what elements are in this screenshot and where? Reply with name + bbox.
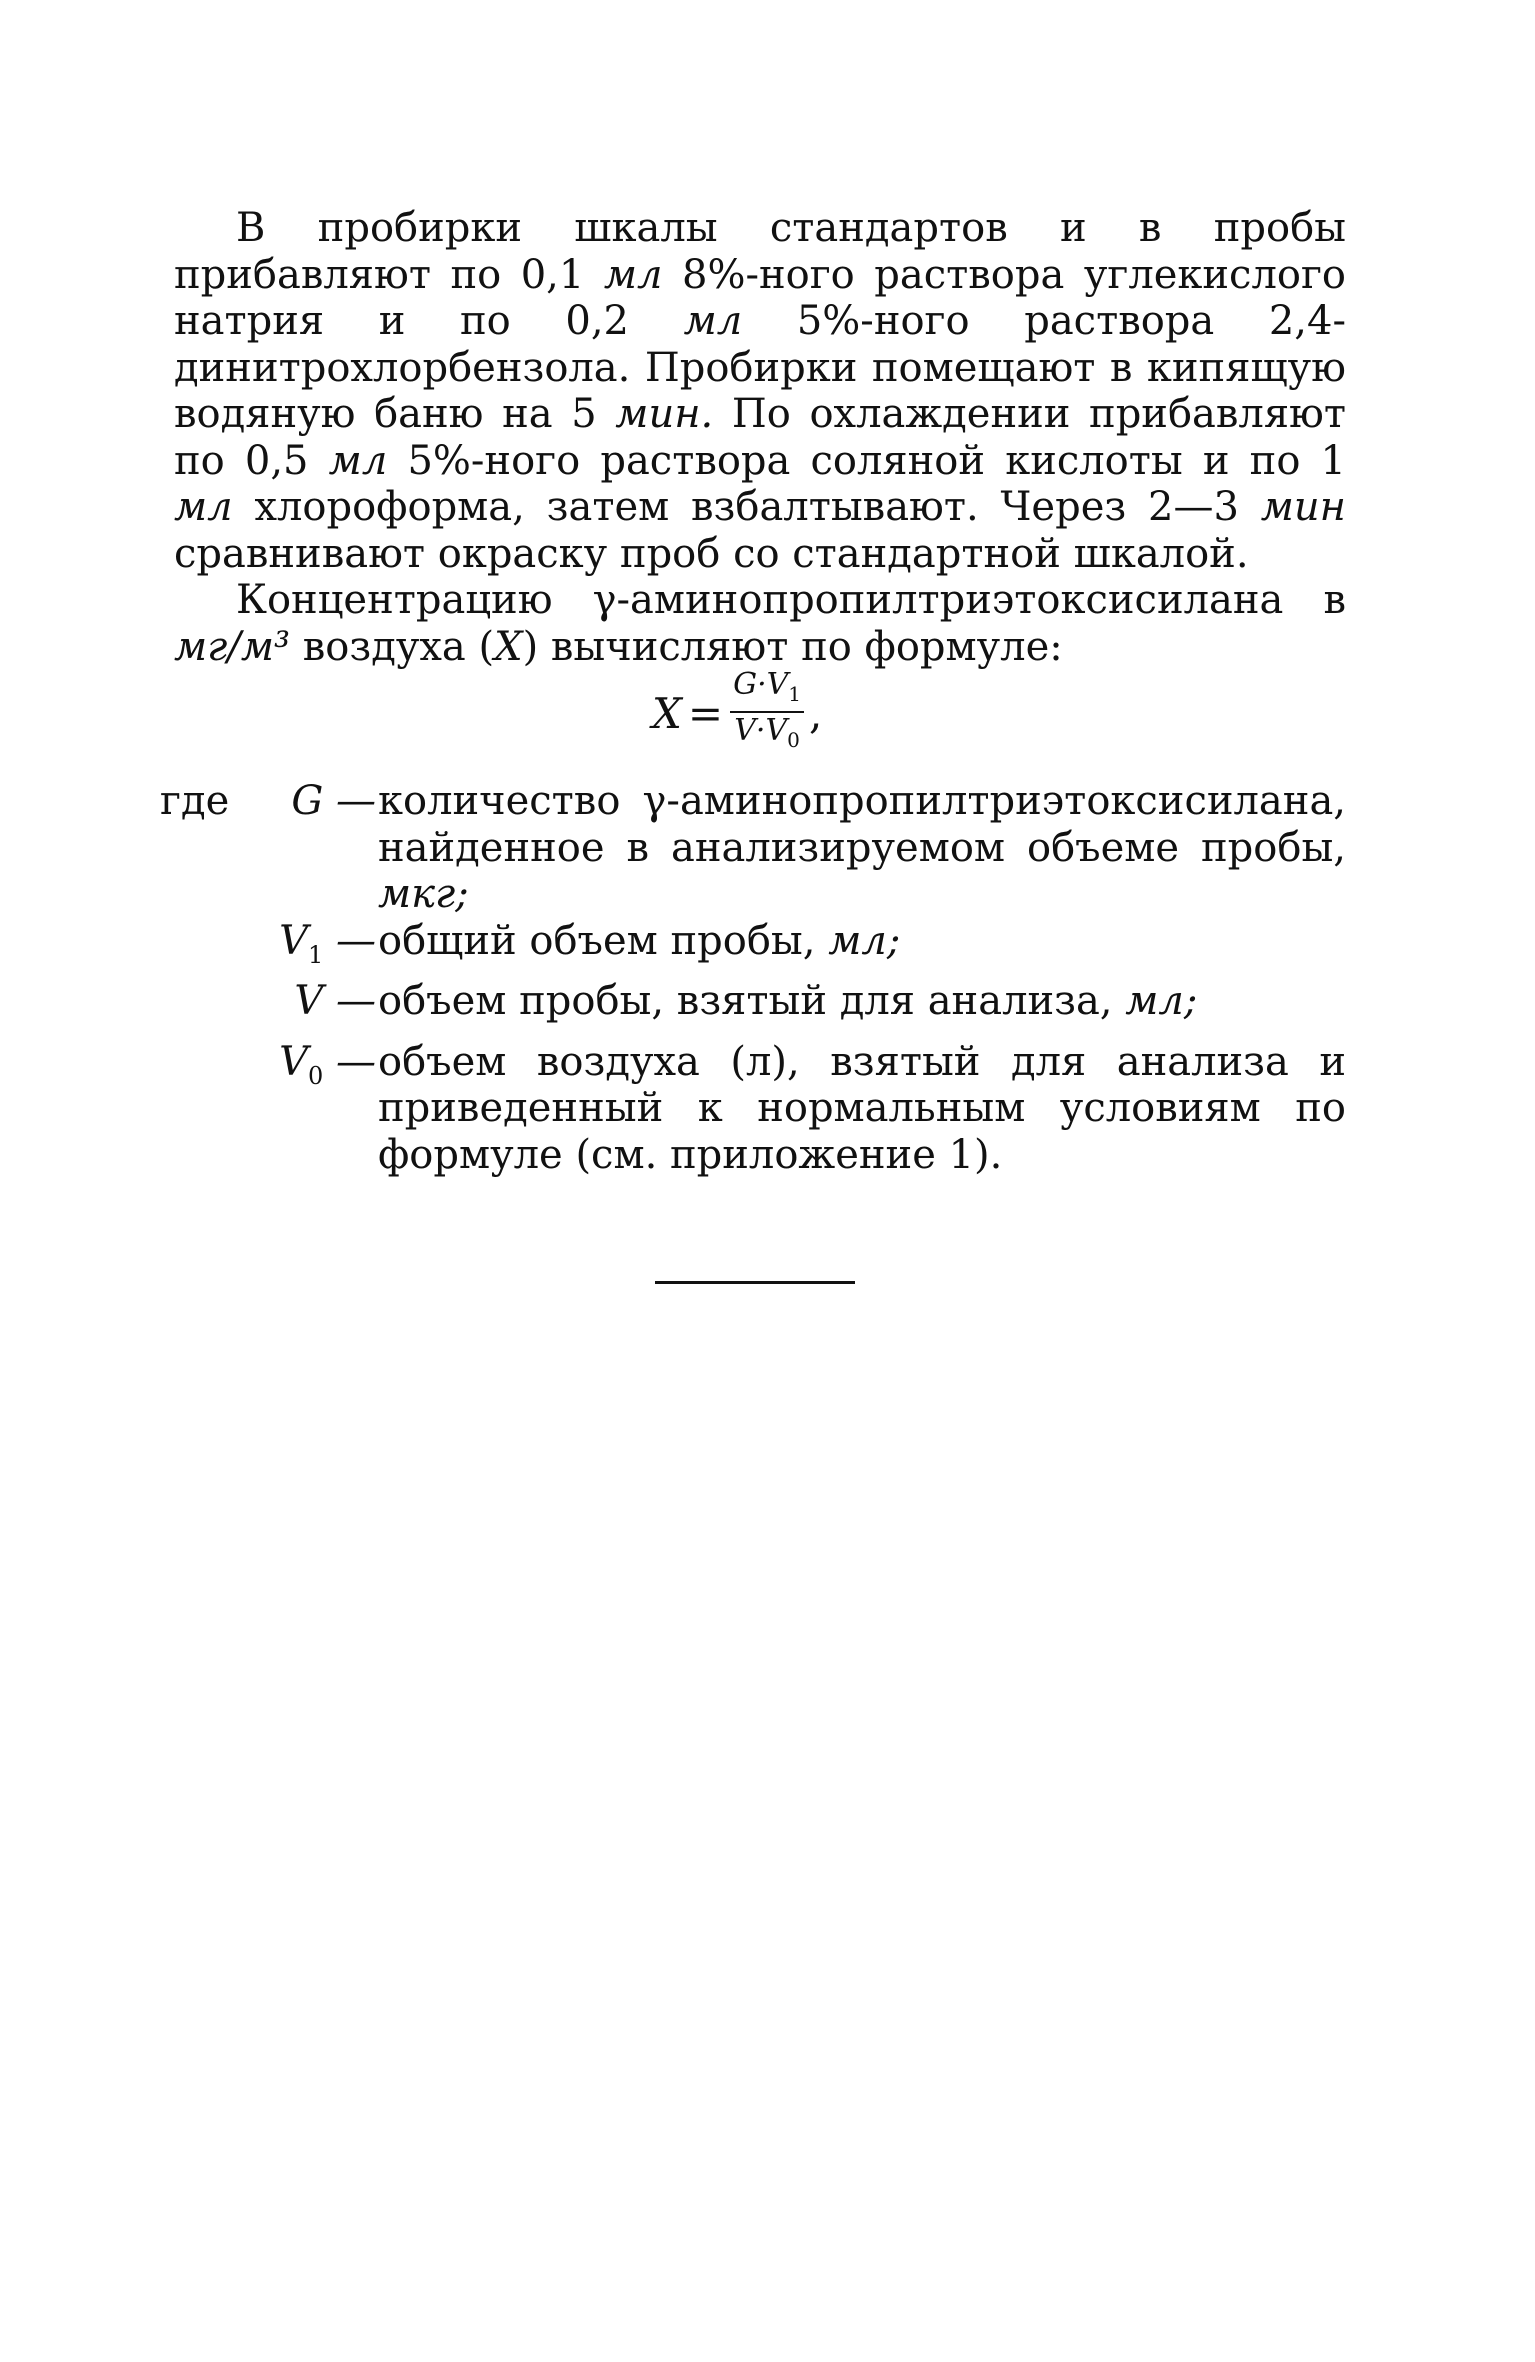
- dash: —: [323, 917, 376, 964]
- variable: X: [494, 623, 523, 670]
- definition-text: [378, 978, 1346, 1039]
- paragraph-procedure: [174, 205, 1346, 577]
- text-segment: По охлаждении прибавляют по 0,5: [174, 391, 1347, 484]
- unit: мл;: [828, 917, 901, 964]
- definition-symbol: [238, 1039, 378, 1179]
- dash: —: [323, 778, 376, 824]
- unit: мин: [1260, 484, 1346, 530]
- definition-symbol: [238, 978, 378, 1039]
- formula-fraction: [729, 668, 805, 758]
- symbol: V: [279, 917, 308, 964]
- definitions-lead-spacer: [160, 1039, 238, 1179]
- text-segment: объем воздуха (л), взятый для анализа и приведенный к нормальным условиям по формуле (см. приложение 1).: [378, 1038, 1346, 1178]
- text-segment: общий объем пробы,: [378, 917, 829, 964]
- text-segment: Концентрацию γ-аминопропилтриэтоксисилана в: [236, 577, 1346, 623]
- text-segment: 5%-ного раствора 2,4-динитрохлорбензола. Пробирки помещают в кипящую водяную баню на 5: [174, 298, 1346, 437]
- text-segment: 8%-ного раствора углекислого натрия и по 0,2: [174, 251, 1346, 344]
- numerator-text: G·V: [733, 667, 789, 702]
- symbol: G: [291, 778, 324, 824]
- numerator-subscript: 1: [788, 682, 802, 706]
- body-text: [174, 205, 1346, 670]
- formula: [652, 668, 822, 758]
- definition-symbol: [238, 918, 378, 979]
- definitions-lead-spacer: [160, 918, 238, 979]
- dash: —: [323, 1038, 376, 1085]
- formula-equals: =: [687, 688, 724, 738]
- unit: мл: [328, 437, 388, 484]
- symbol: V: [294, 978, 324, 1024]
- symbol-subscript: 0: [308, 1061, 324, 1090]
- formula-denominator: [730, 711, 804, 758]
- formula-numerator: [729, 668, 805, 711]
- definition-text: [378, 1039, 1346, 1179]
- section-divider: [655, 1281, 855, 1284]
- denominator-text: V·V: [734, 713, 788, 748]
- text-segment: хлороформа, затем взбалтывают. Через 2—3: [232, 484, 1261, 530]
- text-segment: объем пробы, взятый для анализа,: [378, 978, 1126, 1024]
- unit: мкг;: [378, 871, 469, 917]
- dash: —: [323, 978, 376, 1024]
- definition-symbol: [238, 778, 378, 918]
- definition-text: [378, 918, 1346, 979]
- text-segment: В пробирки шкалы стандартов и в пробы прибавляют по 0,1: [174, 205, 1346, 298]
- unit: мин.: [615, 391, 714, 437]
- text-segment: воздуха (: [290, 623, 495, 670]
- denominator-subscript: 0: [787, 728, 800, 752]
- definition-row: [160, 778, 1346, 918]
- text-segment: ) вычисляют по формуле:: [522, 623, 1063, 670]
- symbol: V: [279, 1038, 308, 1085]
- formula-comma: ,: [809, 688, 823, 738]
- text-segment: количество γ-аминопропилтриэтоксисилана, найденное в анализируемом объеме пробы,: [378, 778, 1346, 871]
- text-segment: 5%-ного раствора соляной кислоты и по 1: [387, 437, 1346, 484]
- unit: мл: [174, 484, 233, 530]
- definitions-lead-spacer: [160, 978, 238, 1039]
- unit: мл: [683, 298, 743, 344]
- variable-definitions: [160, 778, 1346, 1178]
- unit: мл: [603, 251, 663, 298]
- paragraph-concentration: [174, 577, 1346, 670]
- symbol-subscript: 1: [308, 940, 324, 969]
- definition-row: [160, 1039, 1346, 1179]
- definition-row: [160, 918, 1346, 979]
- definition-row: [160, 978, 1346, 1039]
- unit: мл;: [1125, 978, 1198, 1024]
- definition-text: [378, 778, 1346, 918]
- formula-lhs: X: [652, 688, 682, 738]
- text-segment: сравнивают окраску проб со стандартной шкалой.: [174, 530, 1249, 577]
- definitions-lead: где: [160, 778, 230, 824]
- unit: мг/м³: [174, 623, 291, 670]
